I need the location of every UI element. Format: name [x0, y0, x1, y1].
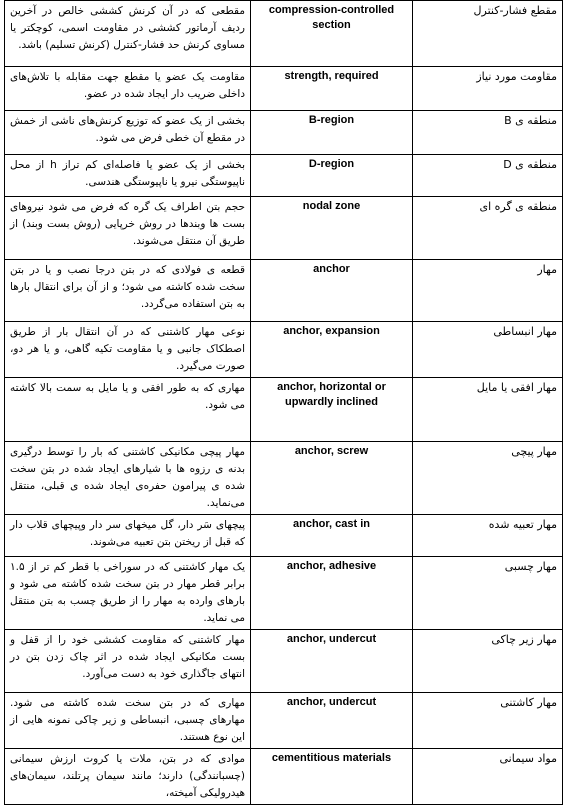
table-row	[5, 260, 563, 322]
persian-term-cell: مهار تعبیه شده	[413, 515, 563, 557]
english-term-cell: anchor, undercut	[251, 693, 413, 749]
persian-term-cell: منطقه ی D	[413, 155, 563, 197]
persian-term-cell: منطقه ی B	[413, 111, 563, 155]
english-term-cell: anchor, undercut	[251, 630, 413, 693]
persian-term-cell: مهار چسبی	[413, 557, 563, 630]
glossary-table	[4, 0, 563, 805]
definition-cell: نوعی مهار کاشتنی که در آن انتقال بار از طریق اصطکاک جانبی و یا مقاومت تکیه گاهی، و یا هر دو، صورت می‌گیرد.	[5, 322, 251, 378]
definition-cell: مهار پیچی مکانیکی کاشتنی که بار را توسط درگیری بدنه ی رزوه ها با شیارهای ایجاد شده در بتن سخت شده ی پیرامون حفره‌ی ایجاد شده ی قبلی، منتقل می‌نماید.	[5, 442, 251, 515]
english-term-cell: compression-controlled section	[251, 1, 413, 67]
definition-cell: مهاری که در بتن سخت شده کاشته می شود. مهارهای چسبی، انبساطی و زیر چاکی نمونه هایی از این نوع هستند.	[5, 693, 251, 749]
definition-cell: موادی که در بتن، ملات یا کروت ارزش سیمانی (چسبانندگی) دارند؛ مانند سیمان پرتلند، سیمان‌های هیدرولیکی آمیخته،	[5, 749, 251, 805]
english-term-cell: nodal zone	[251, 197, 413, 260]
english-term-cell: anchor, adhesive	[251, 557, 413, 630]
table-row	[5, 155, 563, 197]
definition-cell: مقطعی که در آن کرنش کششی خالص در آخرین ردیف آرماتور کششی در مقاومت اسمی، کوچکتر یا مساوی کرنش حد فشار-کنترل (کرنش تسلیم) باشد.	[5, 1, 251, 67]
english-term-cell: cementitious materials	[251, 749, 413, 805]
persian-term-cell: مهار زیر چاکی	[413, 630, 563, 693]
persian-term-cell: مهار	[413, 260, 563, 322]
persian-term-cell: مقطع فشار-کنترل	[413, 1, 563, 67]
table-row	[5, 1, 563, 67]
persian-term-cell: مهار انبساطی	[413, 322, 563, 378]
definition-cell: بخشی از یک عضو یا فاصله‌ای کم تراز h از محل ناپیوستگی نیرو یا ناپیوستگی هندسی.	[5, 155, 251, 197]
definition-cell: حجم بتن اطراف یک گره که فرض می شود نیروهای بست ها وبندها در روش خرپایی (روش بست وبند) از طریق آن منتقل می‌شوند.	[5, 197, 251, 260]
persian-term-cell: مواد سیمانی	[413, 749, 563, 805]
table-row	[5, 749, 563, 805]
table-row	[5, 197, 563, 260]
definition-cell: مهار کاشتنی که مقاومت کششی خود را از قفل و بست مکانیکی ایجاد شده در اثر چاک زدن بتن در انتهای جاگذاری خود به دست می‌آورد.	[5, 630, 251, 693]
definition-cell: مهاری که به طور افقی و یا مایل به سمت بالا کاشته می شود.	[5, 378, 251, 442]
english-term-cell: anchor, screw	[251, 442, 413, 515]
definition-cell: بخشی از یک عضو که توزیع کرنش‌های ناشی از خمش در مقطع آن خطی فرض می شود.	[5, 111, 251, 155]
table-row	[5, 67, 563, 111]
english-term-cell: anchor	[251, 260, 413, 322]
table-row	[5, 630, 563, 693]
table-row	[5, 693, 563, 749]
definition-cell: پیچهای سَر دار، گل میخهای سر دار وپیچهای قلاب دار که قبل از ریختن بتن تعبیه می‌شوند.	[5, 515, 251, 557]
english-term-cell: D-region	[251, 155, 413, 197]
persian-term-cell: مهار افقی یا مایل	[413, 378, 563, 442]
definition-cell: قطعه ی فولادی که در بتن درجا نصب و یا در بتن سخت شده کاشته می شود؛ و از آن برای انتقال بارها به بتن استفاده می‌گردد.	[5, 260, 251, 322]
table-row	[5, 515, 563, 557]
persian-term-cell: مهار کاشتنی	[413, 693, 563, 749]
definition-cell: یک مهار کاشتنی که در سوراخی با قطر کم تر از ۱.۵ برابر قطر مهار در بتن سخت شده کاشته می شود و بارهای وارده به مهار را از طریق چسب به بتن منتقل می نماید.	[5, 557, 251, 630]
english-term-cell: anchor, horizontal or upwardly inclined	[251, 378, 413, 442]
persian-term-cell: مقاومت مورد نیاز	[413, 67, 563, 111]
table-row	[5, 322, 563, 378]
english-term-cell: B-region	[251, 111, 413, 155]
table-row	[5, 111, 563, 155]
table-row	[5, 442, 563, 515]
persian-term-cell: منطقه ی گره ای	[413, 197, 563, 260]
table-row	[5, 378, 563, 442]
table-row	[5, 557, 563, 630]
english-term-cell: strength, required	[251, 67, 413, 111]
persian-term-cell: مهار پیچی	[413, 442, 563, 515]
english-term-cell: anchor, cast in	[251, 515, 413, 557]
definition-cell: مقاومت یک عضو یا مقطع جهت مقابله با تلاش‌های داخلی ضریب دار ایجاد شده در عضو.	[5, 67, 251, 111]
english-term-cell: anchor, expansion	[251, 322, 413, 378]
